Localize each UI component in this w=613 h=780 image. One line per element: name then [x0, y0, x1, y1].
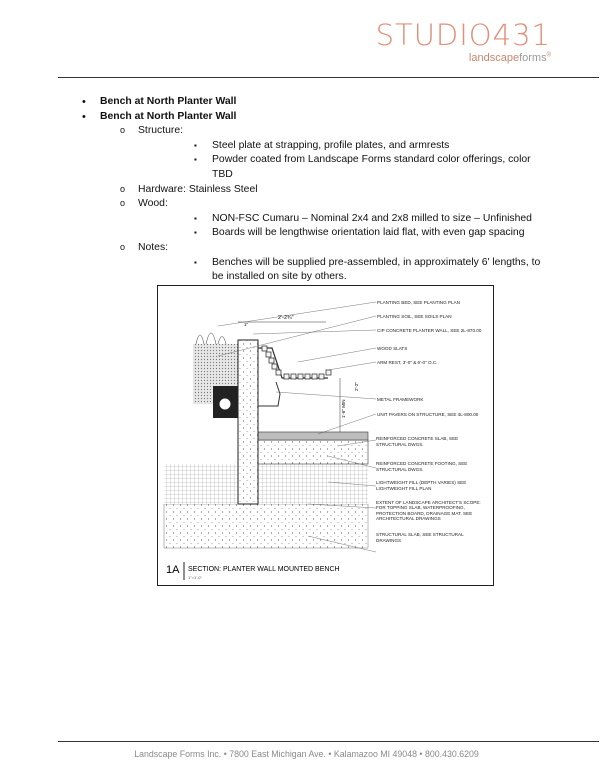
bullet-list — [138, 139, 550, 183]
section-label: Wood: — [138, 198, 168, 210]
bullet: ▪ NON-FSC Cumaru – Nominal 2x4 and 2x8 milled to size – Unfinished — [138, 212, 550, 227]
section-hardware — [100, 183, 550, 198]
callout-text: REINFORCED CONCRETE SLAB, SEE STRUCTURAL DWGS. — [376, 436, 459, 447]
structural-slab — [164, 504, 368, 548]
footer-address: Landscape Forms Inc. • 7800 East Michigan Ave. • Kalamazoo MI 49048 • 800.430.6209 — [134, 749, 479, 759]
callout-text: CIP CONCRETE PLANTER WALL, SEE 2L-870.00 — [377, 328, 482, 333]
bullet: ▪ Benches will be supplied pre-assembled, in approximately 6' lengths, to be installed on site by others. — [138, 256, 550, 285]
unit-pavers — [258, 432, 368, 440]
dim-small: 1" — [244, 322, 249, 327]
brand-sub-b: forms — [519, 52, 547, 64]
bullet-list — [138, 256, 550, 285]
callout-text: PLANTING SOIL, SEE SOILS PLAN — [377, 314, 452, 319]
item-title: Bench at North Planter Wall — [100, 110, 237, 122]
callout-text: REINFORCED CONCRETE FOOTING, SEE STRUCTURAL DWGS. — [376, 461, 468, 472]
callout-text: UNIT PAVERS ON STRUCTURE, SEE 4L-800.00 — [377, 412, 479, 417]
bullet-list — [138, 212, 550, 241]
list-item — [80, 110, 550, 285]
footer-rule — [58, 741, 599, 742]
section-notes — [100, 241, 550, 285]
drawing-tag: 1A — [166, 564, 180, 576]
section-label: Notes: — [138, 241, 169, 253]
spec-list — [80, 95, 550, 285]
bullet: ▪ Boards will be lengthwise orientation laid flat, with even gap spacing — [138, 226, 550, 241]
spec-content — [80, 95, 550, 285]
callout-text: EXTENT OF LANDSCAPE ARCHITECT'S SCOPE: FOR TOPPING SLAB, WATERPROOFING, PROTECTION BOARD, DRAINAGE MAT, SEE ARCHITECTURAL DRAWINGS — [376, 499, 481, 522]
callout-text: LIGHTWEIGHT FILL (DEPTH VARIES) SEE LIGHTWEIGHT FILL PLAN — [376, 480, 467, 491]
drawing-scale: 1"=1'-0" — [188, 575, 202, 580]
bullet: ▪ Powder coated from Landscape Forms standard color offerings, color TBD — [138, 153, 550, 182]
brand-name: STUDIO431 — [375, 18, 551, 52]
section-label: Hardware: Stainless Steel — [138, 183, 258, 195]
drawing-title: SECTION: PLANTER WALL MOUNTED BENCH — [188, 566, 340, 573]
planter-wall — [238, 340, 258, 504]
lightweight-fill-left — [164, 464, 238, 504]
callout-block — [376, 436, 488, 556]
brand-subtitle — [376, 52, 551, 64]
section-wood — [100, 197, 550, 241]
callout-text: ARM REST, 3'-0" & 6'-0" O.C. — [377, 360, 438, 365]
sub-list — [100, 124, 550, 285]
header-rule — [58, 77, 599, 78]
brand-sub-a: landscape — [468, 52, 520, 64]
concrete-slab — [258, 440, 368, 464]
callout-text: PLANTING BED, SEE PLANTING PLAN — [377, 300, 460, 305]
item-title: Bench at North Planter Wall — [100, 96, 237, 107]
brand-reg: ® — [546, 52, 551, 59]
dim-arm: 2'-2" — [354, 382, 359, 391]
callout-text: STRUCTURAL SLAB, SEE STRUCTURAL DRAWINGS — [376, 531, 464, 543]
drawing-svg — [158, 286, 493, 585]
callouts — [376, 300, 488, 556]
dim-side: 1'-6" MIN — [341, 399, 346, 418]
section-label: Structure: — [138, 125, 184, 137]
drain-pipe-icon — [219, 398, 231, 410]
callout-text: METAL FRAMEWORK — [377, 397, 424, 402]
brand-logo — [376, 20, 551, 64]
section-drawing — [157, 285, 494, 586]
list-item — [80, 95, 550, 110]
callout-text: WOOD SLATS — [377, 346, 408, 351]
dim-top: 2'-2¾" — [278, 315, 294, 321]
wood-slats — [262, 346, 331, 379]
bullet: ▪ Steel plate at strapping, profile plates, and armrests — [138, 139, 550, 154]
bench-support — [258, 382, 280, 406]
section-structure — [100, 124, 550, 182]
planting-bed — [193, 316, 238, 344]
